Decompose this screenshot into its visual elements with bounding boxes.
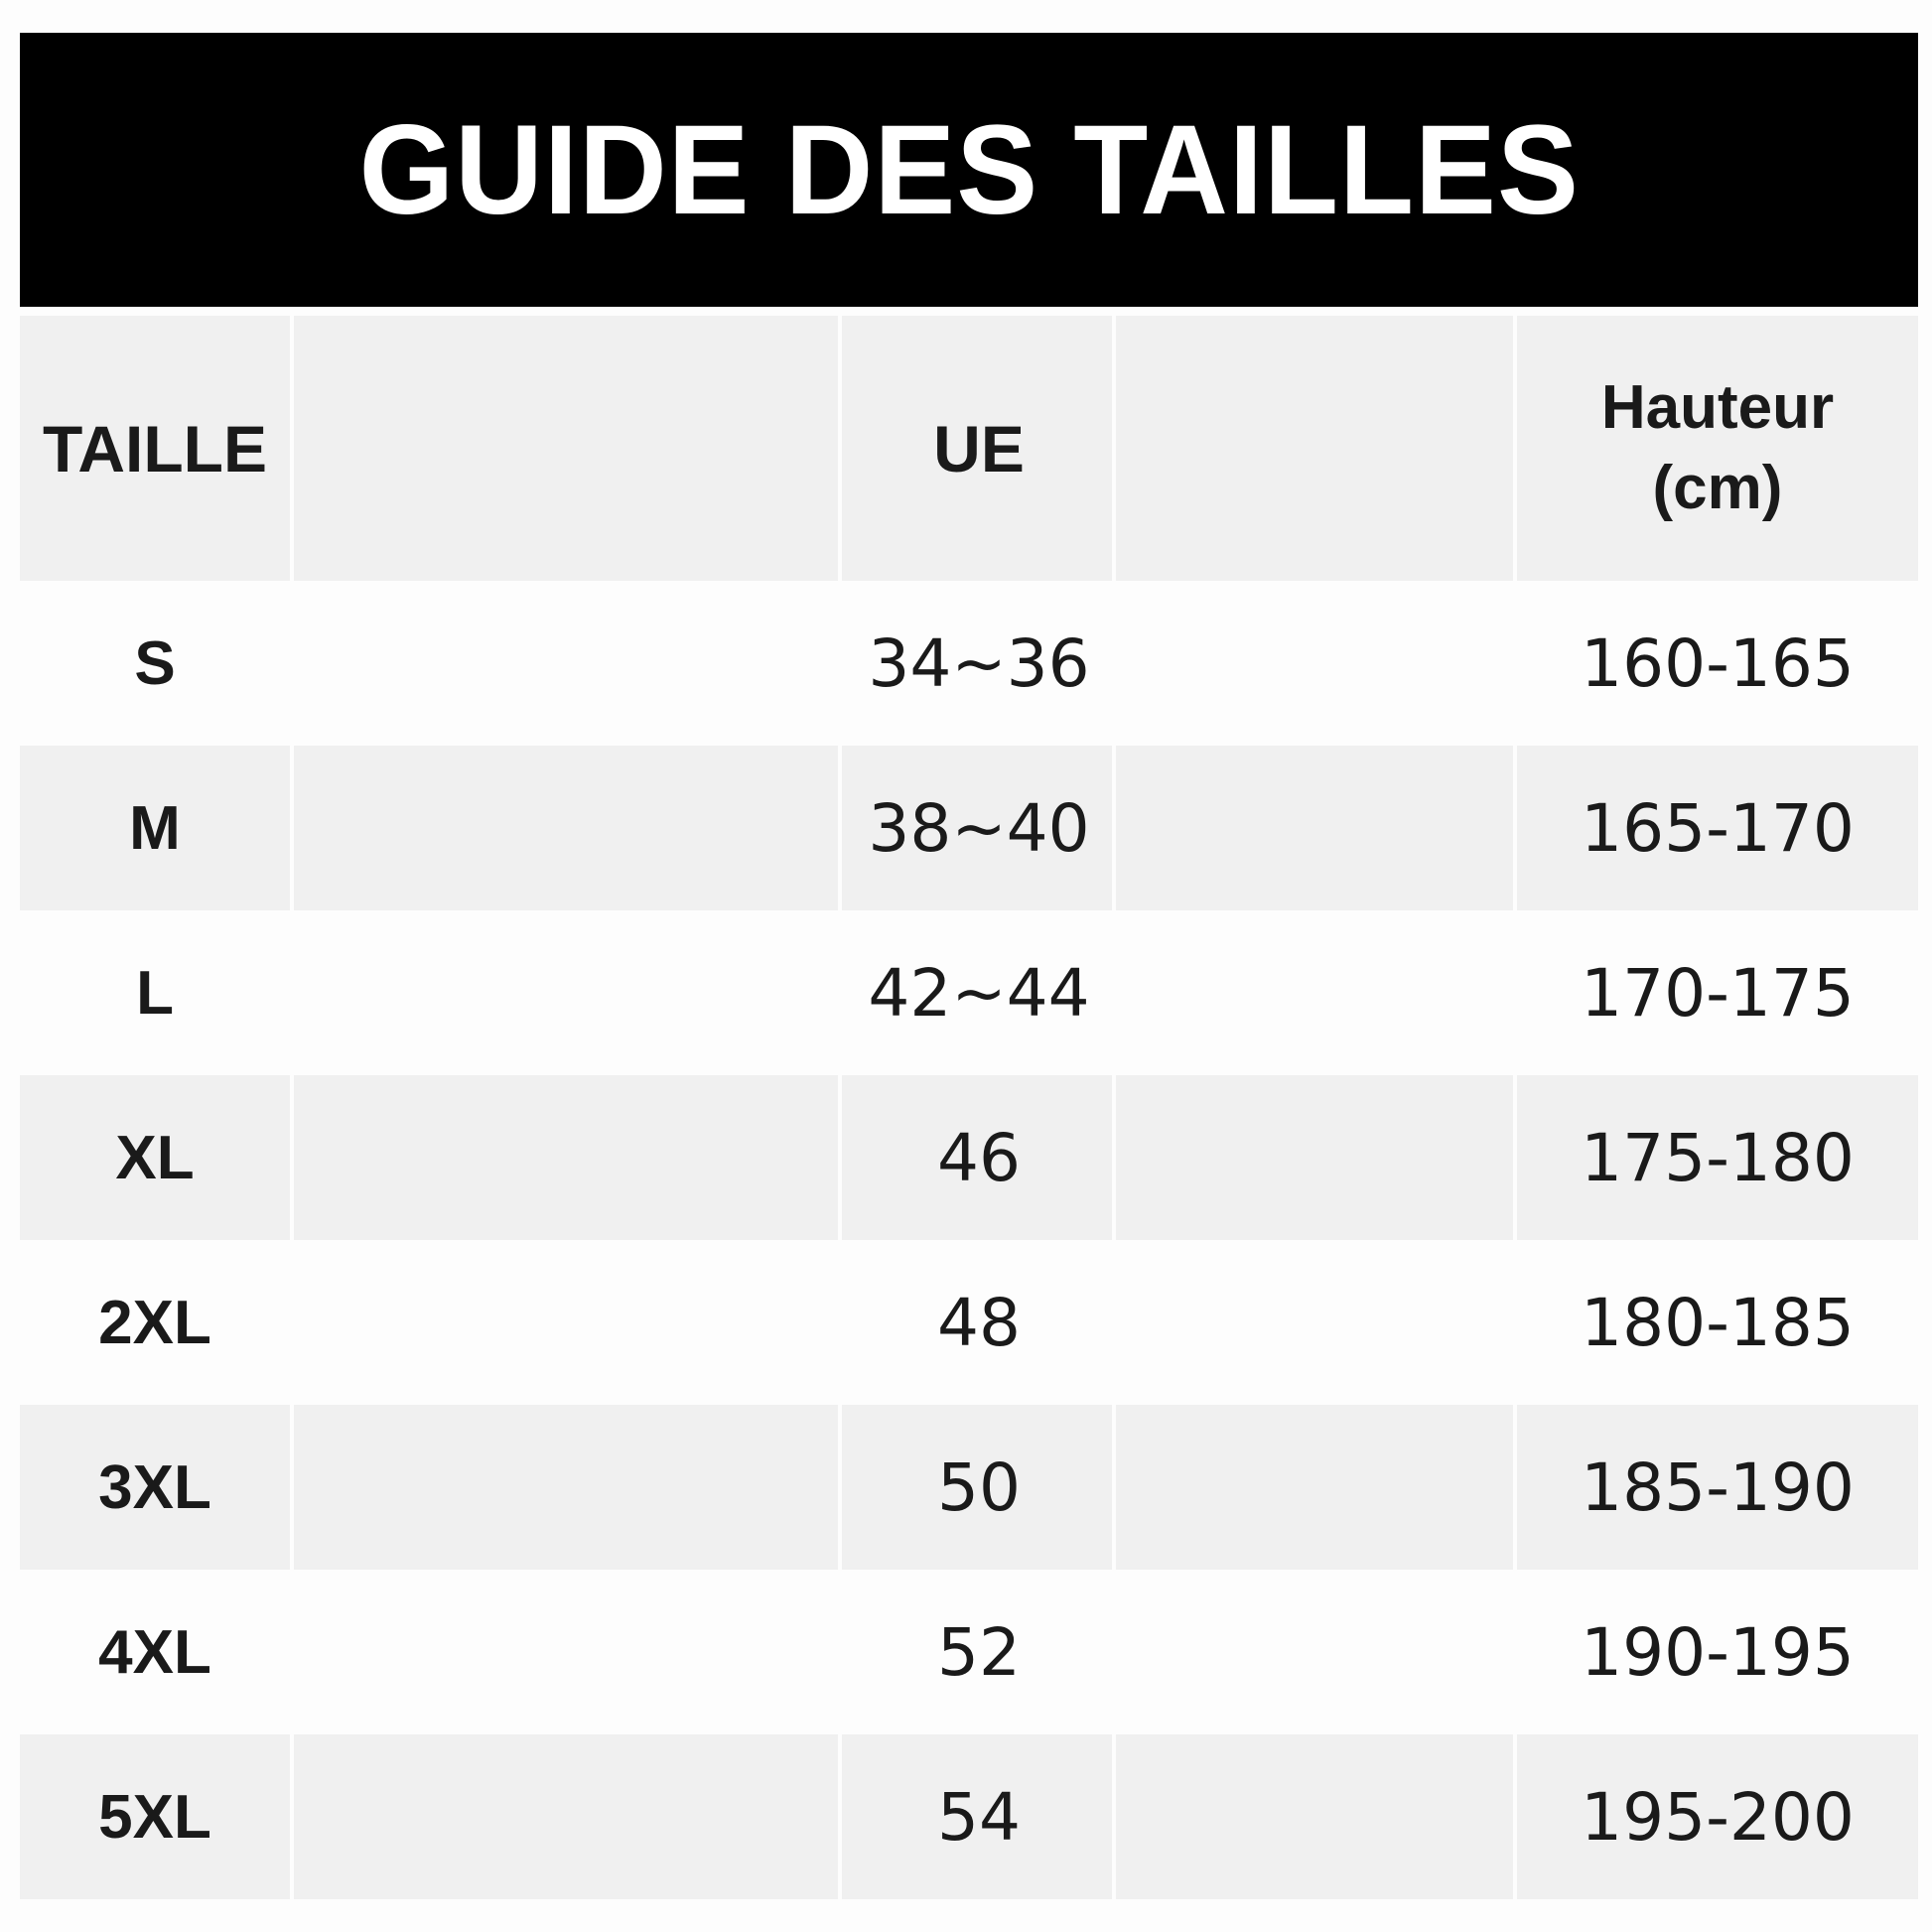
eu-value: 54	[937, 1778, 1021, 1856]
height-cell	[1517, 1734, 1918, 1899]
height-cell	[1517, 1570, 1918, 1734]
height-value: 190-195	[1581, 1613, 1855, 1691]
eu-text-wrap	[838, 746, 1120, 910]
eu-text-wrap	[838, 1405, 1120, 1570]
size-cell	[20, 910, 290, 1075]
table-row	[20, 746, 1918, 910]
header-height	[1517, 316, 1918, 581]
eu-value: 52	[937, 1613, 1021, 1691]
height-value: 180-185	[1581, 1284, 1855, 1361]
size-cell	[20, 1240, 290, 1405]
spacer-cell	[1116, 1405, 1513, 1570]
spacer-cell	[294, 1734, 838, 1899]
height-value: 165-170	[1581, 789, 1855, 867]
size-table	[20, 316, 1918, 1899]
spacer-cell	[294, 581, 838, 746]
size-value: 2XL	[98, 1288, 211, 1357]
height-cell	[1517, 746, 1918, 910]
title-banner	[20, 33, 1918, 307]
eu-text-wrap	[838, 581, 1120, 746]
table-row	[20, 1240, 1918, 1405]
size-value: L	[136, 958, 174, 1028]
header-size-label: TAILLE	[42, 411, 268, 485]
size-cell	[20, 746, 290, 910]
height-value: 170-175	[1581, 954, 1855, 1032]
header-eu-text-wrap	[838, 316, 1120, 581]
header-spacer	[294, 316, 838, 581]
table-row	[20, 1075, 1918, 1240]
spacer-cell	[1116, 746, 1513, 910]
eu-value: 46	[937, 1119, 1021, 1196]
size-cell	[20, 1075, 290, 1240]
spacer-cell	[1116, 1240, 1513, 1405]
eu-text-wrap	[838, 1075, 1120, 1240]
table-row	[20, 581, 1918, 746]
spacer-cell	[294, 1075, 838, 1240]
eu-text-wrap	[838, 910, 1120, 1075]
eu-value: 34~36	[868, 624, 1090, 702]
spacer-cell	[294, 1405, 838, 1570]
size-value: M	[129, 793, 181, 863]
header-size	[20, 316, 290, 581]
size-value: XL	[115, 1123, 195, 1192]
spacer-cell	[294, 1570, 838, 1734]
header-height-line1: Hauteur	[1600, 372, 1835, 442]
size-value: 3XL	[98, 1452, 211, 1522]
table-header-row	[20, 316, 1918, 581]
height-value: 195-200	[1581, 1778, 1855, 1856]
size-value: S	[134, 628, 176, 698]
spacer-cell	[294, 746, 838, 910]
eu-value: 38~40	[868, 789, 1090, 867]
eu-value: 50	[937, 1449, 1021, 1526]
height-value: 160-165	[1581, 624, 1855, 702]
table-row	[20, 1405, 1918, 1570]
eu-text-wrap	[838, 1570, 1120, 1734]
height-cell	[1517, 1405, 1918, 1570]
spacer-cell	[1116, 910, 1513, 1075]
height-cell	[1517, 1075, 1918, 1240]
eu-text-wrap	[838, 1734, 1120, 1899]
height-cell	[1517, 1240, 1918, 1405]
header-eu-label: UE	[933, 411, 1025, 485]
header-height-label	[1601, 368, 1834, 528]
height-value: 185-190	[1581, 1449, 1855, 1526]
table-row	[20, 1570, 1918, 1734]
size-value: 4XL	[98, 1617, 211, 1687]
table-row	[20, 1734, 1918, 1899]
size-cell	[20, 1570, 290, 1734]
size-cell	[20, 581, 290, 746]
size-cell	[20, 1405, 290, 1570]
header-spacer	[1116, 316, 1513, 581]
page-title: GUIDE DES TAILLES	[358, 98, 1580, 241]
table-row	[20, 910, 1918, 1075]
spacer-cell	[294, 1240, 838, 1405]
height-cell	[1517, 581, 1918, 746]
spacer-cell	[1116, 581, 1513, 746]
height-cell	[1517, 910, 1918, 1075]
eu-text-wrap	[838, 1240, 1120, 1405]
spacer-cell	[294, 910, 838, 1075]
eu-value: 48	[937, 1284, 1021, 1361]
size-value: 5XL	[98, 1782, 211, 1852]
size-cell	[20, 1734, 290, 1899]
spacer-cell	[1116, 1075, 1513, 1240]
height-value: 175-180	[1581, 1119, 1855, 1196]
eu-value: 42~44	[868, 954, 1090, 1032]
spacer-cell	[1116, 1734, 1513, 1899]
header-height-line2: (cm)	[1652, 453, 1783, 522]
spacer-cell	[1116, 1570, 1513, 1734]
